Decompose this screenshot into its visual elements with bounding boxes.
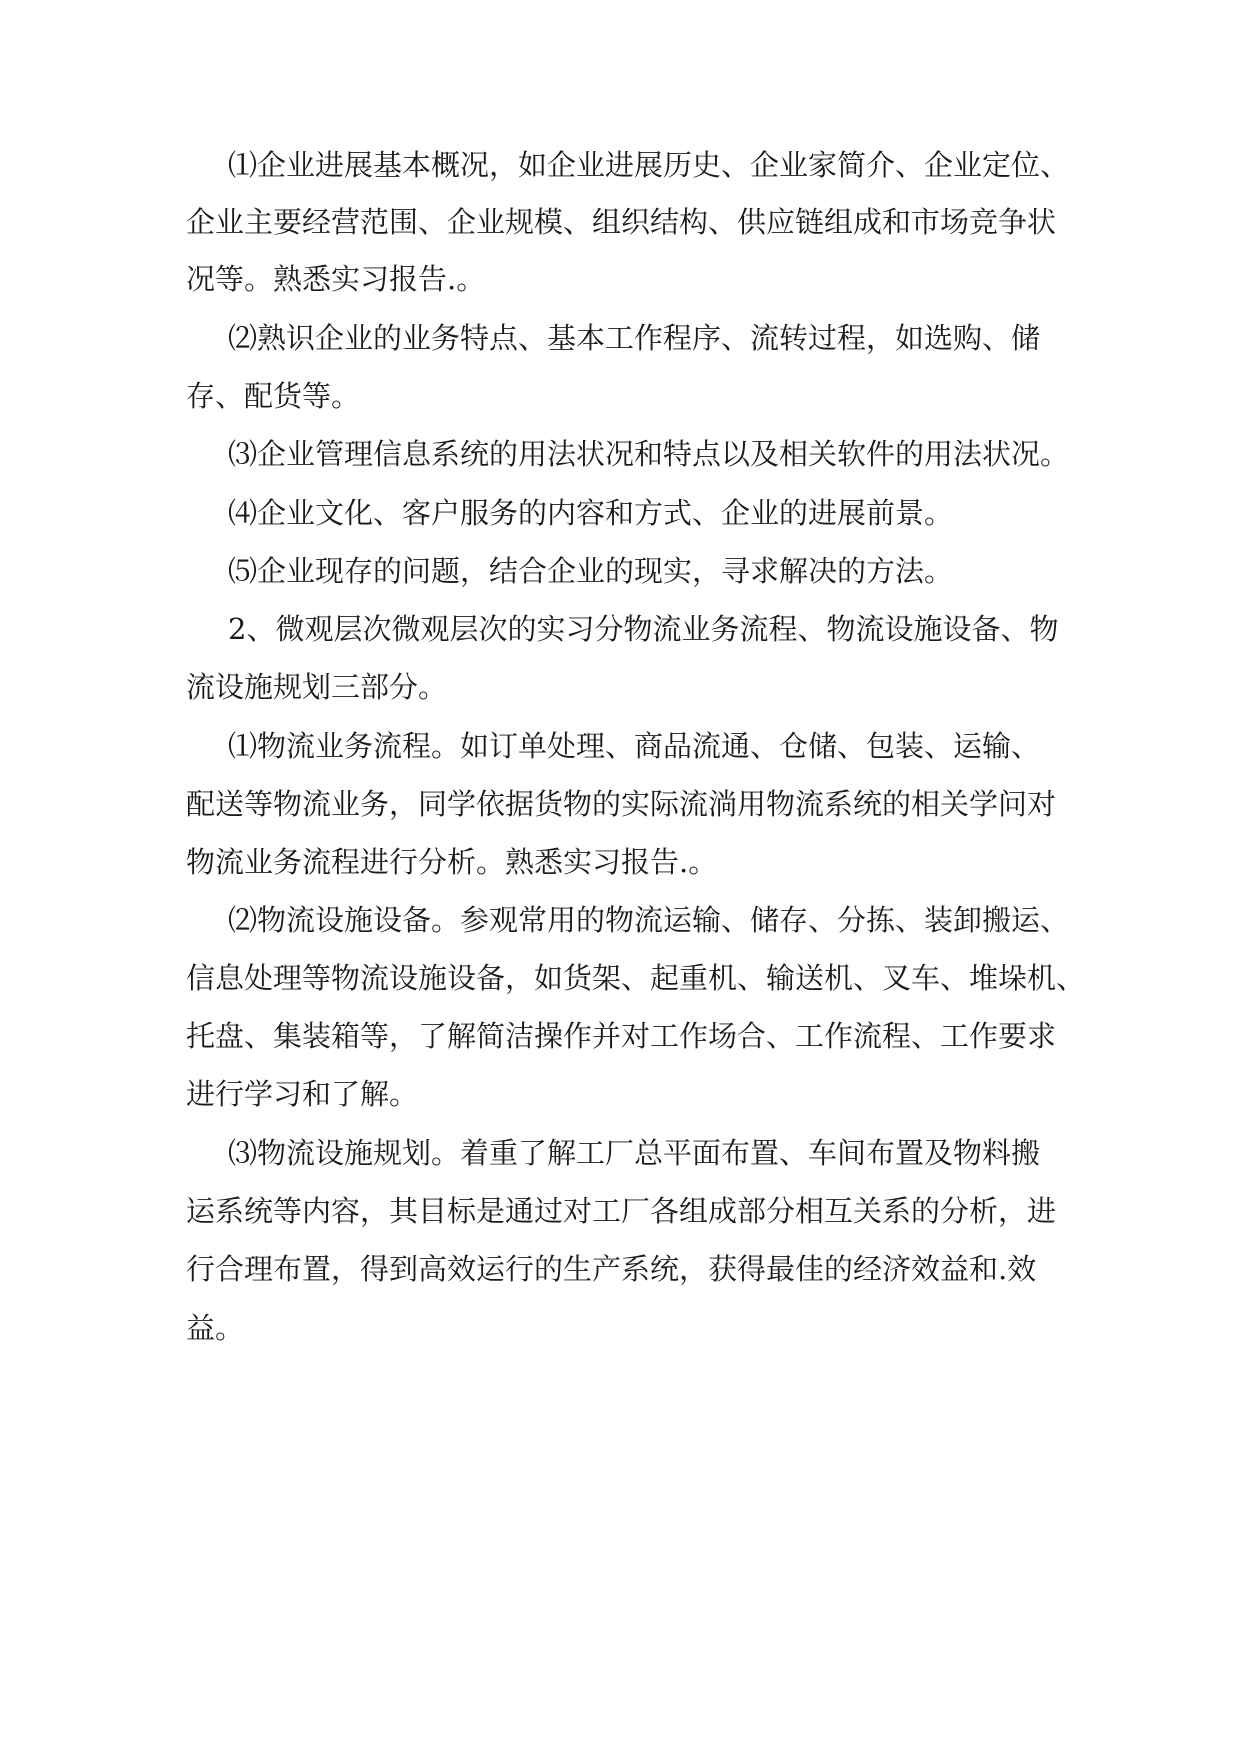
text-line: 益。 bbox=[186, 1311, 245, 1345]
text-line: 配送等物流业务，同学依据货物的实际流淌用物流系统的相关学问对 bbox=[186, 787, 1057, 821]
text-line: 进行学习和了解。 bbox=[186, 1077, 419, 1111]
text-line: 信息处理等物流设施设备，如货架、起重机、输送机、叉车、堆垛机、 bbox=[186, 961, 1086, 995]
text-line: 运系统等内容，其目标是通过对工厂各组成部分相互关系的分析，进 bbox=[186, 1194, 1057, 1228]
text-line: ⑶企业管理信息系统的用法状况和特点以及相关软件的用法状况。 bbox=[228, 437, 1070, 471]
text-line: 况等。熟悉实习报告.。 bbox=[186, 262, 486, 296]
text-line: ⑵熟识企业的业务特点、基本工作程序、流转过程，如选购、储 bbox=[228, 321, 1041, 355]
text-line: ⑴企业进展基本概况，如企业进展历史、企业家简介、企业定位、 bbox=[228, 148, 1070, 182]
text-line: ⑵物流设施设备。参观常用的物流运输、储存、分拣、装卸搬运、 bbox=[228, 903, 1070, 937]
text-line: ⑷企业文化、客户服务的内容和方式、企业的进展前景。 bbox=[228, 496, 954, 530]
text-line: 存、配货等。 bbox=[186, 379, 361, 413]
text-line: 托盘、集装箱等，了解简洁操作并对工作场合、工作流程、工作要求 bbox=[186, 1019, 1057, 1053]
text-line: 2、微观层次微观层次的实习分物流业务流程、物流设施设备、物 bbox=[228, 612, 1059, 646]
text-line: 物流业务流程进行分析。熟悉实习报告.。 bbox=[186, 845, 718, 879]
text-line: 行合理布置，得到高效运行的生产系统，获得最佳的经济效益和.效 bbox=[186, 1252, 1037, 1286]
text-line: 企业主要经营范围、企业规模、组织结构、供应链组成和市场竞争状 bbox=[186, 205, 1057, 239]
text-line: 流设施规划三部分。 bbox=[186, 670, 448, 704]
text-line: ⑶物流设施规划。着重了解工厂总平面布置、车间布置及物料搬 bbox=[228, 1136, 1041, 1170]
text-line: ⑴物流业务流程。如订单处理、商品流通、仓储、包装、运输、 bbox=[228, 729, 1041, 763]
text-line: ⑸企业现存的问题，结合企业的现实，寻求解决的方法。 bbox=[228, 554, 954, 588]
